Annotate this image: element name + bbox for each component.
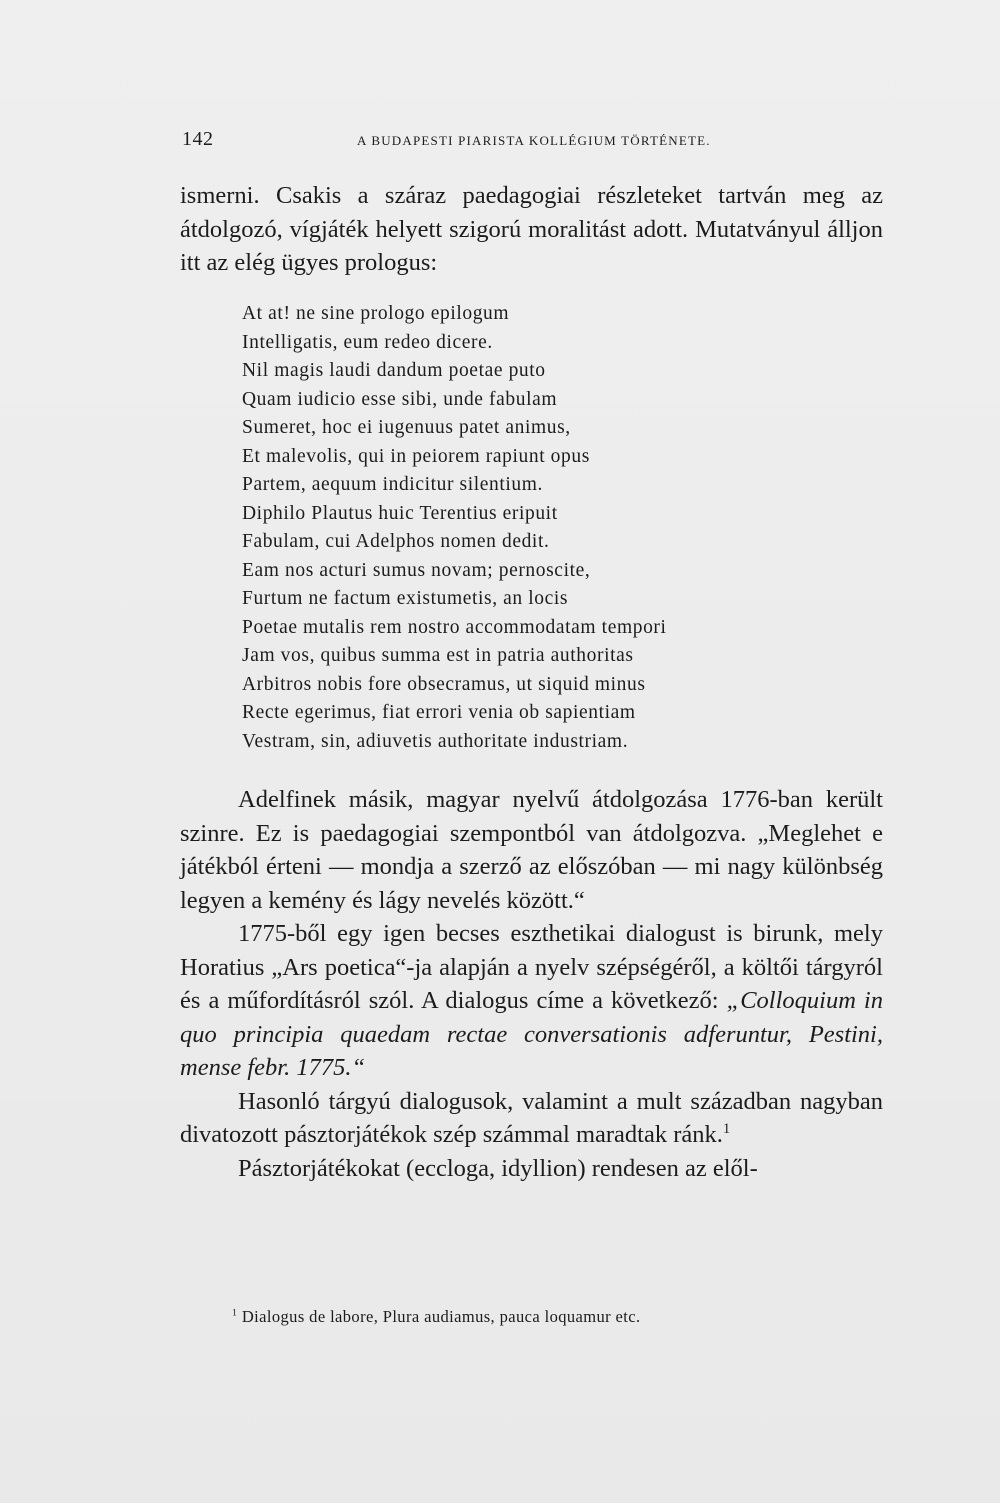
paragraph-pasztorjatekok-text: Hasonló tárgyú dialogusok, valamint a mult században nagyban divatozott pásztorjátékok szép számmal maradtak ránk. bbox=[180, 1087, 883, 1148]
verse-line: Intelligatis, eum redeo dicere. bbox=[242, 331, 493, 353]
verse-line: Diphilo Plautus huic Terentius eripuit bbox=[242, 502, 558, 524]
verse-line: Quam iudicio esse sibi, unde fabulam bbox=[242, 388, 558, 410]
paragraph-dialogus bbox=[180, 917, 883, 1085]
verse-line: Nil magis laudi dandum poetae puto bbox=[242, 360, 546, 381]
footnote-reference[interactable]: 1 bbox=[722, 1120, 731, 1137]
footnote-marker: 1 bbox=[232, 1307, 238, 1319]
verse-line: At at! ne sine prologo epilogum bbox=[242, 303, 510, 324]
prologue-verse bbox=[242, 300, 862, 756]
verse-line: Arbitros nobis fore obsecramus, ut siquid minus bbox=[242, 673, 646, 695]
verse-line: Partem, aequum indicitur silentium. bbox=[242, 474, 543, 495]
body-text bbox=[180, 783, 883, 1185]
verse-line: Jam vos, quibus summa est in patria authoritas bbox=[242, 645, 634, 666]
footnote bbox=[232, 1307, 641, 1327]
verse-line: Poetae mutalis rem nostro accommodatam tempori bbox=[242, 616, 667, 638]
paragraph-pasztorjatekok bbox=[180, 1085, 883, 1152]
verse-line: Vestram, sin, adiuvetis authoritate industriam. bbox=[242, 730, 629, 752]
intro-paragraph: ismerni. Csakis a száraz paedagogiai részleteket tartván meg az átdolgozó, vígjáték helyett szigorú moralitást adott. Mutatványul álljon itt az elég ügyes prologus: bbox=[180, 182, 883, 276]
page-number: 142 bbox=[182, 128, 214, 150]
verse-line: Et malevolis, qui in peiorem rapiunt opus bbox=[242, 445, 590, 467]
verse-line: Furtum ne factum existumetis, an locis bbox=[242, 588, 569, 609]
verse-line: Fabulam, cui Adelphos nomen dedit. bbox=[242, 531, 550, 552]
verse-line: Recte egerimus, fiat errori venia ob sapientiam bbox=[242, 702, 636, 723]
paragraph-dialogus-text: 1775-ből egy igen becses eszthetikai dialogust is birunk, mely Horatius „Ars poetica“-ja alapján a nyelv szépségéről, a költői tárgyról és a műfordításról szól. A dialogus címe a következő: bbox=[180, 920, 883, 1014]
dialogus-title: „Colloquium in quo principia quaedam rectae conversationis adferuntur, Pestini, mense febr. 1775.“ bbox=[180, 987, 883, 1081]
paragraph-eccloga: Pásztorjátékokat (eccloga, idyllion) rendesen az elől- bbox=[238, 1154, 758, 1182]
verse-line: Sumeret, hoc ei iugenuus patet animus, bbox=[242, 417, 571, 438]
running-head bbox=[182, 128, 882, 152]
verse-line: Eam nos acturi sumus novam; pernoscite, bbox=[242, 559, 591, 581]
paragraph-adelfi: Adelfinek másik, magyar nyelvű átdolgozása 1776-ban került szinre. Ez is paedagogiai szempontból van átdolgozva. „Meglehet e játékból érteni — mondja a szerző az előszóban — mi nagy különbség legyen a kemény és lágy nevelés között.“ bbox=[180, 786, 883, 914]
running-title: A BUDAPESTI PIARISTA KOLLÉGIUM TÖRTÉNETE. bbox=[357, 133, 711, 148]
footnote-text: Dialogus de labore, Plura audiamus, pauca loquamur etc. bbox=[237, 1307, 641, 1326]
